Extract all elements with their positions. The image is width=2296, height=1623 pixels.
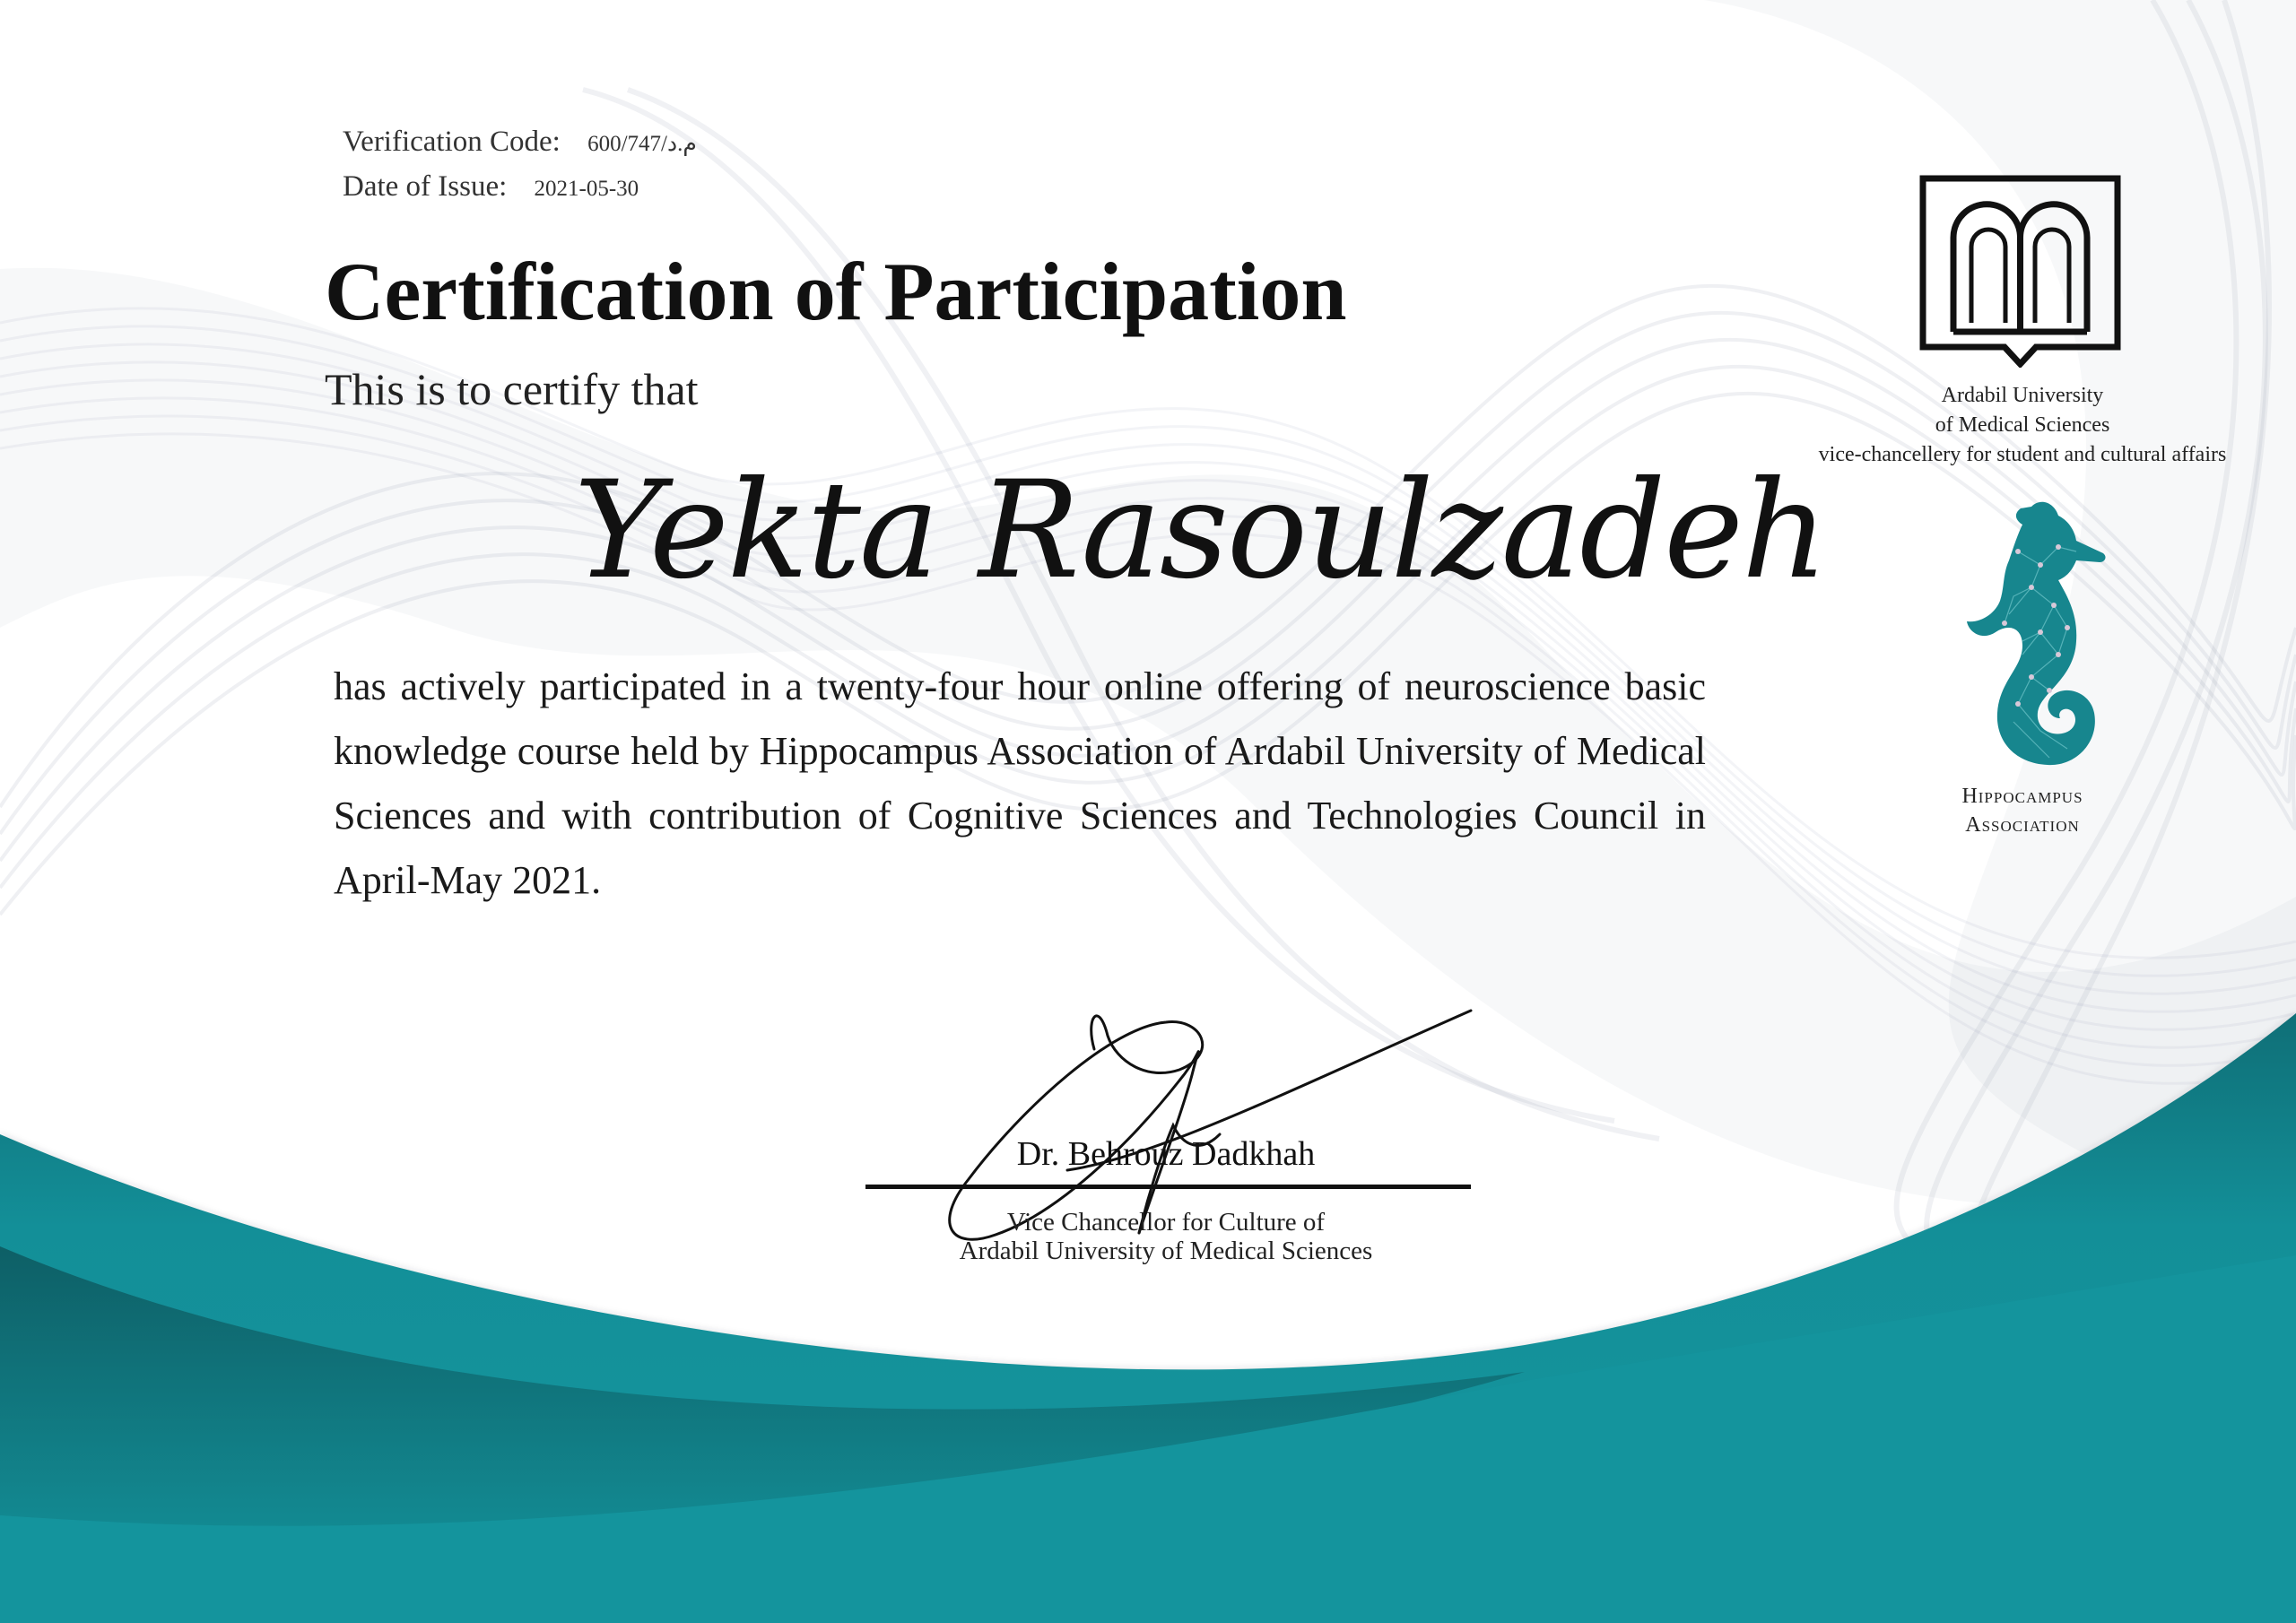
recipient-name: Yekta Rasoulzadeh (574, 453, 1827, 609)
certify-intro: This is to certify that (325, 364, 699, 414)
signatory-role (861, 1208, 1471, 1265)
seahorse-icon (1933, 498, 2112, 776)
open-book-arch-icon (1919, 175, 2121, 368)
signature-line (865, 1185, 1471, 1189)
issue-date (343, 170, 639, 204)
association-name (1910, 782, 2135, 839)
certificate-title: Certification of Participation (325, 246, 1347, 337)
issue-value: 2021-05-30 (534, 177, 639, 201)
certificate-body: has actively participated in a twenty-four hour online offering of neuroscience basic knowledge course held by Hippocampus Association of Ardabil University of Medical Sciences and with contribution of Cognitive Sciences and Technologies Council in April-May 2021. (334, 664, 1706, 902)
issue-label: Date of Issue: (343, 170, 508, 203)
university-line-2: of Medical Sciences (1935, 413, 2110, 437)
university-name (1776, 381, 2269, 470)
signatory-role-line-2: Ardabil University of Medical Sciences (959, 1237, 1373, 1265)
association-line-2: Association (1965, 813, 2080, 837)
university-line-3: vice-chancellery for student and cultural affairs (1818, 443, 2227, 466)
signatory-name: Dr. Behrouz Dadkhah (1016, 1135, 1316, 1173)
association-line-1: Hippocampus (1961, 785, 2083, 808)
signatory-role-line-1: Vice Chancellor for Culture of (1006, 1208, 1326, 1237)
verification-code (343, 126, 697, 159)
verification-value: م.د/600/747 (587, 132, 697, 156)
verification-label: Verification Code: (343, 126, 561, 158)
university-line-1: Ardabil University (1941, 384, 2104, 407)
